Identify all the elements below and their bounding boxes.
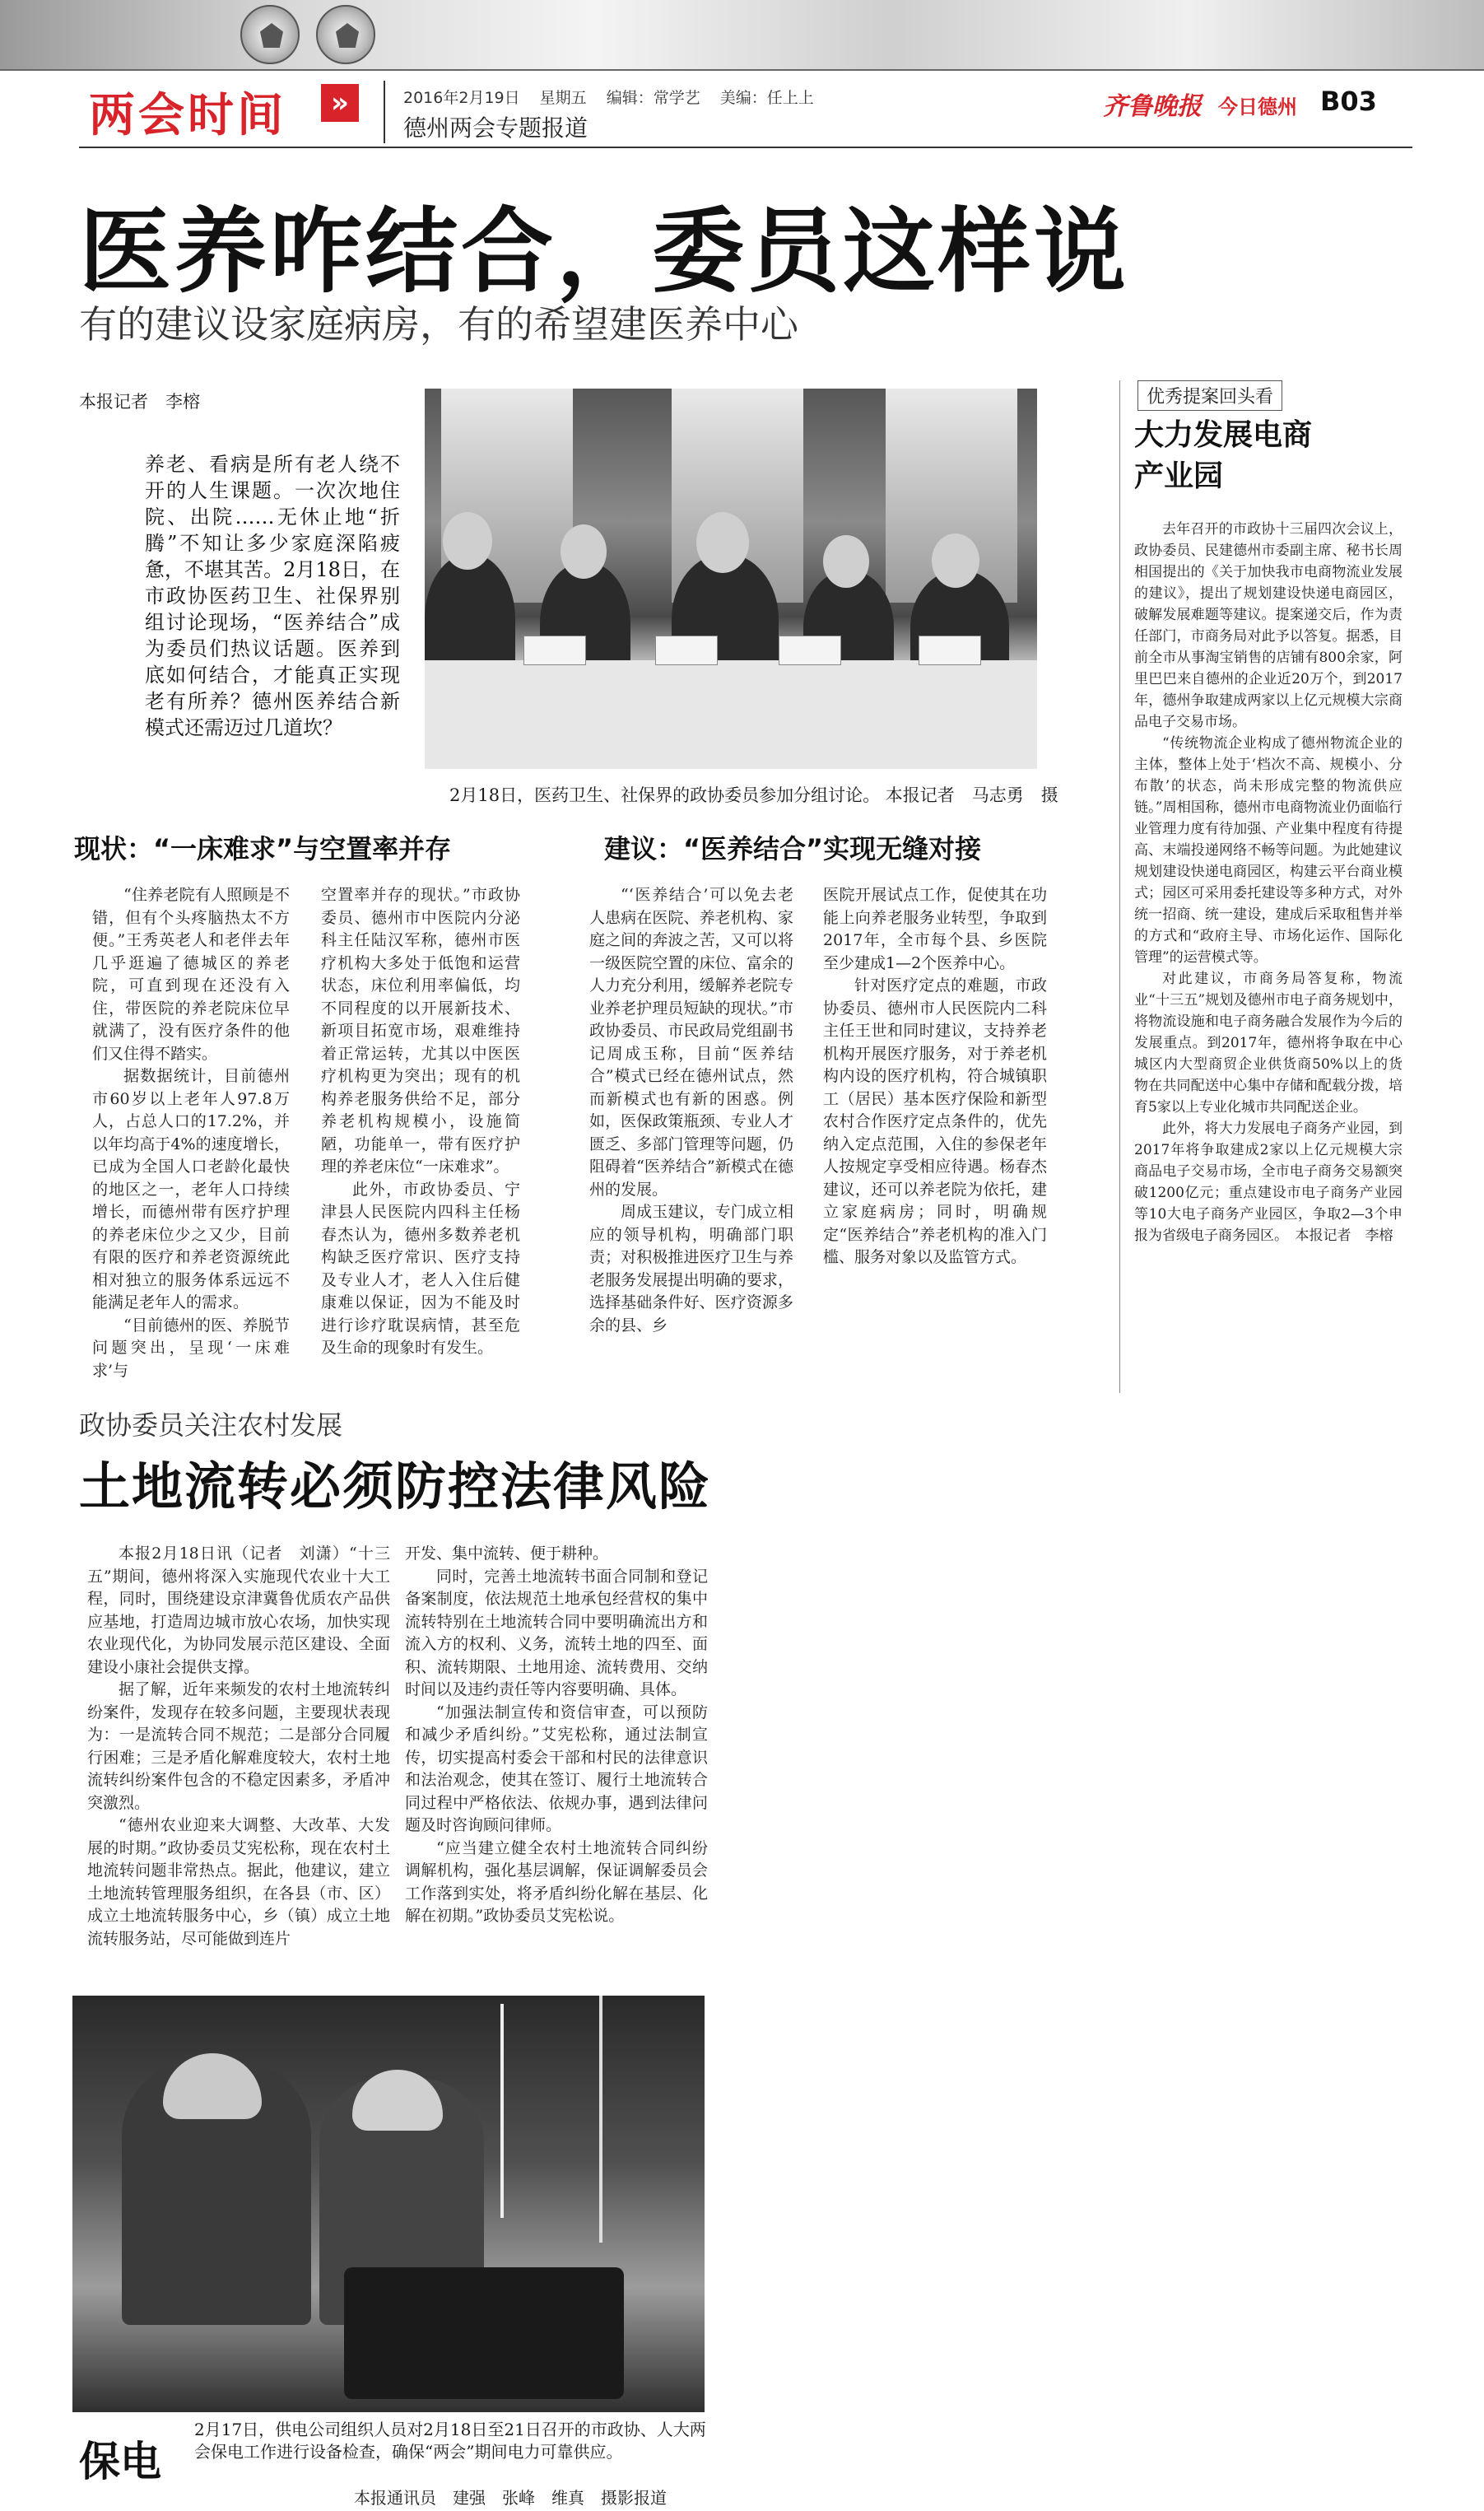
paragraph: 医院开展试点工作，促使其在功能上向养老服务业转型，争取到2017年，全市每个县、乡医院至少建成1—2个医养中心。 [823,886,1047,972]
paragraph: “住养老院有人照顾是不错，但有个头疼脑热太不方便。”王秀英老人和老伴去年几乎逛遍了德城区的养老院，可直到现在还没有入住，带医院的养老院床位早就满了，没有医疗条件的他们又住得不踏实。 [92,886,290,1063]
paragraph: 同时，完善土地流转书面合同制和登记备案制度，依法规范土地承包经营权的集中流转特别在土地流转合同中要明确流出方和流入方的权利、义务，流转土地的四至、面积、流转期限、土地用途、流转费用、交纳时间以及违约责任等内容要明确、具体。 [405,1567,708,1698]
photo1-caption: 2月18日，医药卫生、社保界的政协委员参加分组讨论。 本报记者 马志勇 摄 [449,785,1058,805]
paragraph: 此外，市政协委员、宁津县人民医院内四科主任杨春杰认为，德州多数养老机构缺乏医疗常识、医疗支持及专业人才，老人入住后健康难以保证，因为不能及时进行诊疗耽误病情，甚至危及生命的现象时有发生。 [321,1180,520,1357]
main-headline: 医养咋结合，委员这样说 [79,198,1129,305]
story2-kicker: 政协委员关注农村发展 [79,1409,343,1441]
special-report-label: 德州两会专题报道 [403,114,588,142]
sidebar-body [1134,519,1403,1246]
main-subhead: 有的建议设家庭病房，有的希望建医养中心 [79,302,798,347]
story2-headline: 土地流转必须防控法律风险 [79,1456,712,1516]
paragraph: 去年召开的市政协十三届四次会议上，政协委员、民建德州市委副主席、秘书长周相国提出的《关于加快我市电商物流业发展的建议》，提出了规划建设快递电商园区，破解发展难题等建议。提案递交后，作为责任部门，市商务局对此予以答复。据悉，目前全市从事淘宝销售的店铺有800余家，阿里巴巴来自德州的企业近20万个，到2017年，德州争取建成两家以上亿元规模大宗商品电子交易市场。 [1134,521,1403,730]
section-a-title: 现状：“一床难求”与空置率并存 [74,833,452,864]
section-tag: 两会时间 [89,89,286,142]
photo2-caption: 2月17日，供电公司组织人员对2月18日至21日召开的市政协、人大两会保电工作进行设备检查，确保“两会”期间电力可靠供应。 [194,2420,706,2462]
paragraph: “德州农业迎来大调整、大改革、大发展的时期。”政协委员艾宪松称，现在农村土地流转问题非常热点。据此，他建议，建立土地流转管理服务组织，在各县（市、区）成立土地流转服务中心，乡（镇）成立土地流转服务站，尽可能做到连片 [87,1816,390,1948]
story1-lead: 养老、看病是所有老人绕不开的人生课题。一次次地住院、出院……无休止地“折腾”不知让多少家庭深陷疲惫，不堪其苦。2月18日，在市政协医药卫生、社保界别组讨论现场，“医养结合”成为委员们热议话题。医养到底如何结合，才能真正实现老有所养？德州医养结合新模式还需迈过几道坎？ [145,453,400,739]
paragraph: “‘医养结合’可以免去老人患病在医院、养老机构、家庭之间的奔波之苦，又可以将一级医院空置的床位、富余的人力充分利用，缓解养老院专业养老护理员短缺的现状。”市政协委员、市民政局党组副书记周成玉称，目前“医养结合”模式已经在德州试点，然而新模式也有新的困惑。例如，医保政策瓶颈、专业人才匮乏、多部门管理等问题，仍阻碍着“医养结合”新模式在德州的发展。 [589,886,793,1199]
paragraph: 本报2月18日讯（记者 刘潇）“十三五”期间，德州将深入实施现代农业十大工程，同时，围绕建设京津冀鲁优质农产品供应基地，打造周边城市放心农场，加快实现农业现代化，为协同发展示范区建设、全面建设小康社会提供支撑。 [87,1544,390,1676]
paragraph: 开发、集中流转、便于耕种。 [405,1544,609,1563]
paragraph: 周成玉建议，专门成立相应的领导机构，明确部门职责；对积极推进医疗卫生与养老服务发展提出明确的要求，选择基础条件好、医疗资源多余的县、乡 [589,1203,793,1335]
paragraph: 据了解，近年来频发的农村土地流转纠纷案件，发现存在较多问题，主要现状表现为：一是流转合同不规范；二是部分合同履行困难；三是矛盾化解难度较大，农村土地流转纠纷案件包含的不稳定因素多，矛盾冲突激烈。 [87,1680,390,1812]
newspaper-brand-logo: 齐鲁晚报 [1103,92,1202,121]
story1-byline: 本报记者 李榕 [79,392,200,412]
paragraph: 针对医疗定点的难题，市政协委员、德州市人民医院内二科主任王世和同时建议，支持养老机构开展医疗服务，对于养老机构内设的医疗机构，符合城镇职工（居民）基本医疗保险和新型农村合作医疗定点条件的，优先纳入定点范围，入住的参保老年人按规定享受相应待遇。杨春杰建议，还可以养老院为依托，建立家庭病房；同时，明确规定“医养结合”养老机构的准入门槛、服务对象以及监管方式。 [823,976,1047,1266]
edition-name: 今日德州 [1218,96,1297,119]
paragraph: 此外，将大力发展电子商务产业园，到2017年将争取建成2家以上亿元规模大宗商品电子交易市场，全市电子商务交易额突破1200亿元；重点建设市电子商务产业园等10大电子商务产业园区，争取2—3个申报为省级电子商务园区。 本报记者 李榕 [1134,1120,1403,1244]
double-chevron-icon: » [321,84,359,122]
photo2-title: 保电 [79,2438,161,2485]
paragraph: “传统物流企业构成了德州物流企业的主体，整体上处于‘档次不高、规模小、分布散’的状态，尚未形成完整的物流供应链。”周相国称，德州市电商物流业仍面临行业管理力度有待加强、产业集中程度有待提高、末端投递网络不畅等问题。为此她建议规划建设快递电商园区，构建云平台商业模式；园区可采用委托建设等多种方式，对外统一招商、统一建设，建成后采取租售并举的方式和“政府主导、市场化运作、国际化管理”的运营模式等。 [1134,735,1403,966]
page-number: B03 [1320,86,1377,117]
sidebar-title: 大力发展电商产业园 [1134,418,1313,493]
issue-weekday: 星期五 [539,89,587,107]
paragraph: 空置率并存的现状。”市政协委员、德州市中医院内分泌科主任陆汉军称，德州市医疗机构大多处于低饱和运营状态，床位利用率偏低，均不同程度的以开展新技术、新项目拓宽市场，艰难维持着正常运转，尤其以中医医疗机构更为突出；现有的机构养老服务供给不足，部分养老机构规模小，设施简陋，功能单一，带有医疗护理的养老床位“一床难求”。 [321,886,520,1176]
paragraph: “目前德州的医、养脱节问题突出，呈现‘一床难求’与 [92,1316,290,1380]
meeting-photo [425,389,1037,769]
issue-date: 2016年2月19日 [403,89,520,107]
editor-credit: 编辑：常学艺 [606,89,700,107]
photo2-credit: 本报通讯员 建强 张峰 维真 摄影报道 [354,2488,667,2508]
story2-col1 [87,1543,390,1950]
story2-col2 [405,1543,708,1928]
paragraph: 对此建议，市商务局答复称，物流业“十三五”规划及德州市电子商务规划中，将物流设施和电子商务融合发展作为今后的发展重点。到2017年，德州将争取在中心城区内大型商贸企业供货商50%以上的货物在共同配送中心集中存储和配载分拨，培育5家以上专业化城市共同配送企业。 [1134,971,1403,1116]
issue-meta [403,86,829,108]
header-divider [384,81,385,143]
paragraph: 据数据统计，目前德州市60岁以上老年人97.8万人，占总人口的17.2%，并以年均高于4%的速度增长，已成为全国人口老龄化最快的地区之一，老年人口持续增长，而德州带有医疗护理的养老床位少之又少，目前有限的医疗和养老资源统此相对独立的服务体系远远不能满足老年人的需求。 [92,1067,290,1311]
power-inspection-photo [72,1996,705,2412]
section-b-title: 建议：“医养结合”实现无缝对接 [604,833,982,864]
section-a-col1 [92,884,290,1382]
paragraph: “加强法制宣传和资信审查，可以预防和减少矛盾纠纷。”艾宪松称，通过法制宣传，切实提高村委会干部和村民的法律意识和法治观念，使其在签订、履行土地流转合同过程中严格依法、依规办事，遇到法律问题及时咨询顾问律师。 [405,1703,708,1834]
cppcc-emblem-icon [316,5,375,64]
designer-credit: 美编：任上上 [719,89,814,107]
national-emblem-icon [240,5,300,64]
section-a-col2 [321,884,520,1360]
section-b-col1 [589,884,793,1337]
paragraph: “应当建立健全农村土地流转合同纠纷调解机构，强化基层调解，保证调解委员会工作落到实处，将矛盾纠纷化解在基层、化解在初期。”政协委员艾宪松说。 [405,1838,708,1925]
sidebar-label: 优秀提案回头看 [1137,380,1282,411]
section-b-col2 [823,884,1047,1269]
header-rule [79,147,1412,148]
masthead-banner [0,0,1484,71]
